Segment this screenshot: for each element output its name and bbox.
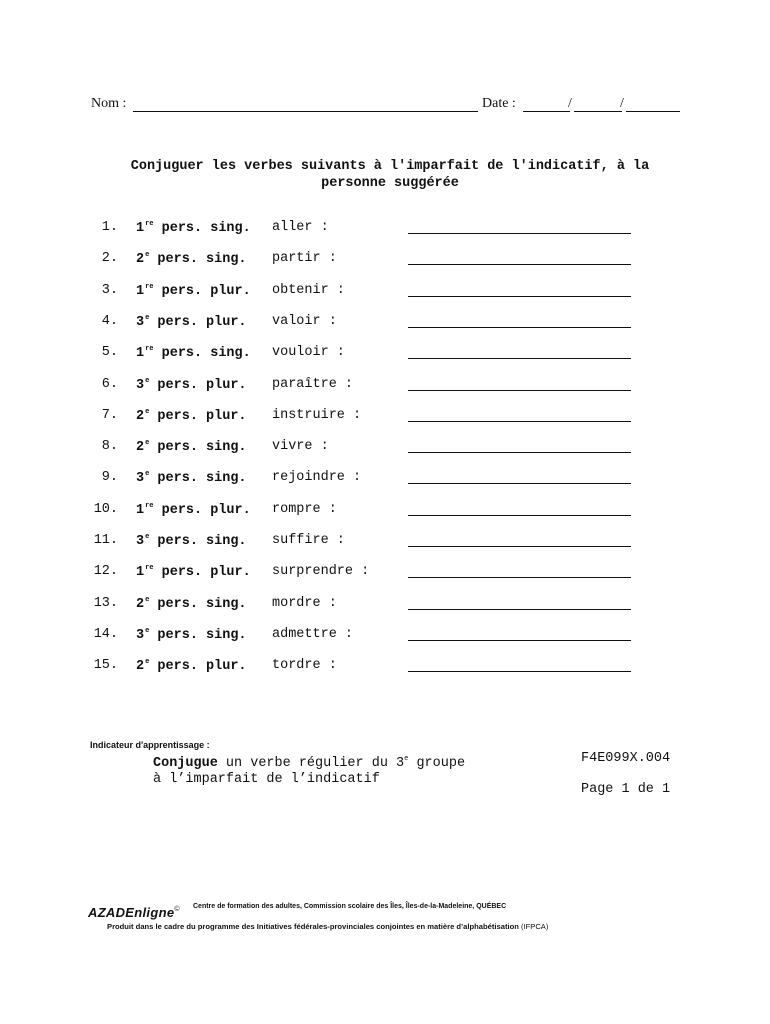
exercise-verb: admettre : [272,626,354,642]
indicator-text-part: un verbe régulier du 3 [217,756,405,771]
date-month-field[interactable] [574,111,622,112]
person-ordinal: re [145,220,154,228]
answer-field[interactable] [408,577,631,578]
answer-field[interactable] [408,390,631,391]
exercise-row [0,283,770,303]
exercise-person [136,502,251,518]
exercise-row [0,470,770,490]
exercise-number: 11. [93,533,118,548]
exercise-verb: partir : [272,251,337,267]
exercise-row [0,377,770,397]
person-ordinal: re [145,501,154,510]
exercise-row [0,251,770,271]
azad-logo [88,905,180,920]
person-digit: 3 [136,627,145,643]
exercise-verb: rompre : [272,501,337,517]
header [91,96,681,116]
exercise-number: 15. [93,658,118,674]
exercise-verb: vivre : [272,439,329,455]
title-line-2: personne suggérée [321,176,459,191]
exercise-person [136,283,251,299]
exercise-person [136,220,251,236]
exercise-row [0,533,770,553]
exercise-person [136,564,251,580]
person-text: pers. sing. [157,440,247,456]
exercise-row [0,408,770,428]
exercise-verb: instruire : [272,407,362,423]
exercise-row [0,596,770,616]
exercise-row [0,502,770,522]
person-digit: 2 [136,440,145,456]
exercise-verb: obtenir : [272,282,345,298]
program-credit-suffix: (IFPCA) [518,922,549,931]
person-digit: 2 [136,252,145,268]
answer-field[interactable] [408,233,631,234]
exercise-number: 13. [93,595,118,611]
answer-field[interactable] [408,452,631,453]
exercise-verb: paraître : [272,376,354,392]
answer-field[interactable] [408,483,631,484]
date-separator: / [568,96,572,111]
person-digit: 1 [136,502,145,518]
person-digit: 3 [136,377,145,393]
person-ordinal: re [145,564,154,573]
exercise-verb: suffire : [272,533,345,548]
document-code: F4E099X.004 [581,751,671,766]
person-digit: 3 [136,534,145,549]
answer-field[interactable] [408,264,631,265]
exercise-person [136,408,247,424]
answer-field[interactable] [408,358,631,359]
title-line-1: Conjuguer les verbes suivants à l'imparfait de l'indicatif, à la [130,159,650,174]
exercise-number: 7. [101,407,118,423]
person-ordinal: e [145,376,150,385]
exercise-row [0,658,770,678]
date-day-field[interactable] [523,111,570,112]
indicator-text [153,751,533,788]
instructions-title [90,158,690,192]
person-digit: 1 [136,221,145,236]
person-ordinal: e [145,313,150,322]
person-text: pers. plur. [161,283,251,299]
person-digit: 3 [136,314,145,330]
answer-field[interactable] [408,609,631,610]
program-credit [107,922,548,931]
exercise-person [136,251,247,267]
nom-label: Nom : [91,96,127,111]
person-digit: 2 [136,408,145,424]
exercise-number: 1. [101,220,118,235]
indicator-line-2: à l’imparfait de l’indicatif [153,772,380,787]
exercise-row [0,220,770,240]
logo-text: AZADEnligne [88,905,175,920]
program-credit-main: Produit dans le cadre du programme des Initiatives fédérales-provinciales conjointes en matière d’alphabétisation [107,922,519,931]
date-label: Date : [482,96,516,111]
page-number: Page 1 de 1 [581,782,671,797]
person-ordinal: re [145,282,154,291]
exercise-person [136,377,247,393]
person-text: pers. plur. [157,408,247,424]
person-text: pers. plur. [157,377,247,393]
answer-field[interactable] [408,327,631,328]
exercise-number: 4. [101,313,118,329]
person-text: pers. plur. [157,314,247,330]
person-ordinal: e [145,626,150,635]
person-text: pers. sing. [157,252,247,268]
person-text: pers. plur. [157,659,247,675]
person-ordinal: e [145,533,150,541]
person-ordinal: e [145,251,150,260]
person-text: pers. sing. [161,346,251,362]
exercise-person [136,658,247,674]
exercise-row [0,345,770,365]
exercise-person [136,627,247,643]
answer-field[interactable] [408,546,631,547]
person-digit: 2 [136,596,145,612]
answer-field[interactable] [408,640,631,641]
exercise-person [136,314,247,330]
date-year-field[interactable] [626,111,680,112]
exercise-number: 10. [93,501,118,517]
person-digit: 3 [136,471,145,487]
exercise-verb: vouloir : [272,345,345,361]
person-digit: 2 [136,659,145,675]
exercise-number: 5. [101,345,118,361]
person-text: pers. sing. [161,221,251,236]
person-ordinal: e [145,407,150,416]
copyright-symbol: © [174,906,180,913]
exercise-row [0,627,770,647]
answer-field[interactable] [408,421,631,422]
person-text: pers. sing. [157,534,247,549]
date-separator: / [620,96,624,111]
person-text: pers. plur. [161,565,251,581]
person-digit: 1 [136,283,145,299]
indicator-label: Indicateur d'apprentissage : [90,740,210,750]
exercise-verb: rejoindre : [272,470,362,486]
person-text: pers. sing. [157,596,247,612]
person-text: pers. sing. [157,471,247,487]
exercise-row [0,439,770,459]
indicator-line-1 [153,751,533,772]
nom-field[interactable] [133,111,478,112]
person-digit: 1 [136,346,145,362]
person-ordinal: e [145,470,150,479]
person-text: pers. sing. [157,627,247,643]
exercise-person [136,439,247,455]
exercise-number: 6. [101,376,118,392]
person-ordinal: e [145,658,150,667]
indicator-keyword: Conjugue [153,756,218,771]
exercise-person [136,596,247,612]
answer-field[interactable] [408,296,631,297]
exercise-number: 12. [93,564,118,580]
exercise-person [136,345,251,361]
answer-field[interactable] [408,515,631,516]
exercise-number: 8. [101,439,118,455]
exercise-verb: valoir : [272,313,337,329]
answer-field[interactable] [408,671,631,672]
exercise-verb: mordre : [272,595,337,611]
exercise-row [0,564,770,584]
exercise-verb: tordre : [272,658,337,674]
person-digit: 1 [136,565,145,581]
exercise-number: 9. [101,470,118,486]
exercise-number: 3. [101,282,118,298]
person-ordinal: e [145,439,150,448]
exercise-number: 2. [101,251,118,267]
exercise-verb: surprendre : [272,564,370,580]
person-ordinal: re [145,345,154,354]
person-ordinal: e [145,595,150,604]
exercise-number: 14. [93,626,118,642]
indicator-sup: e [404,755,409,763]
indicator-text-part: groupe [408,756,466,771]
centre-credit: Centre de formation des adultes, Commission scolaire des Îles, Îles-de-la-Madeleine, QUÉBEC [193,903,507,910]
exercise-person [136,533,247,549]
exercise-person [136,470,247,486]
exercise-verb: aller : [272,220,329,235]
exercise-row [0,314,770,334]
person-text: pers. plur. [161,502,251,518]
